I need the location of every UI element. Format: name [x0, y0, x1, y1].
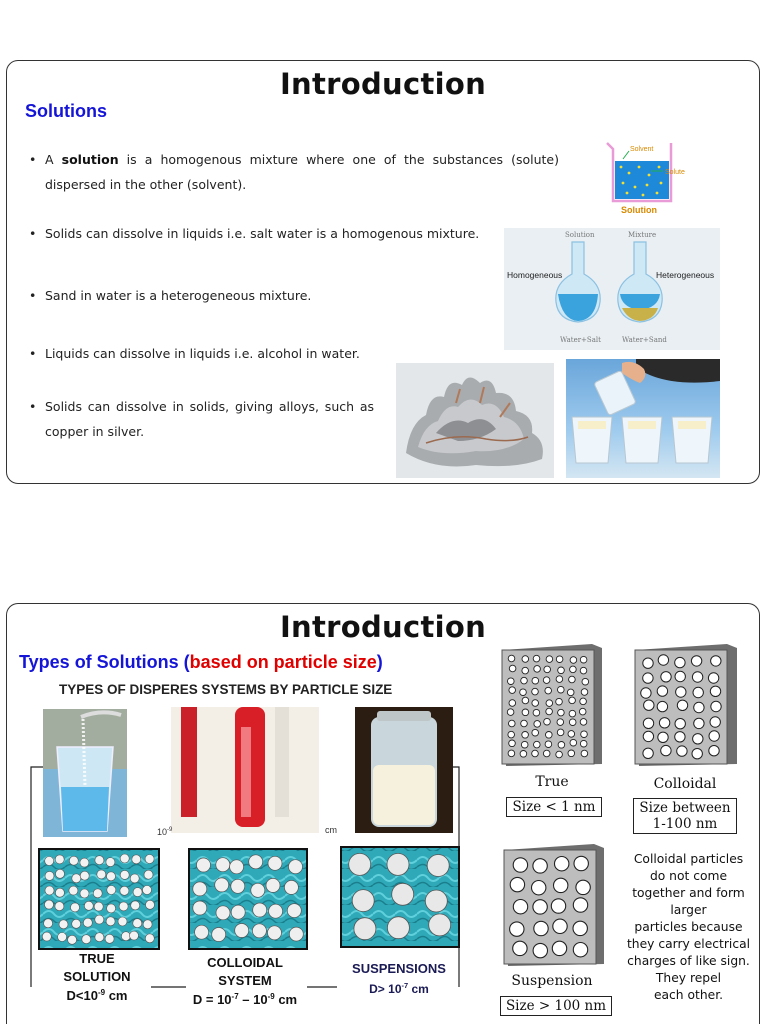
particle — [268, 856, 282, 870]
particle — [658, 732, 668, 742]
particle — [132, 855, 141, 864]
true-size-box: Size < 1 nm — [506, 797, 602, 817]
particle — [42, 932, 51, 941]
suspension-size-box: Size > 100 nm — [500, 996, 612, 1016]
particle — [95, 933, 104, 942]
particle — [193, 882, 207, 896]
particle — [555, 857, 569, 871]
particle — [570, 739, 577, 746]
particle — [509, 720, 516, 727]
particle — [546, 732, 553, 739]
particle — [235, 924, 249, 938]
particle — [554, 878, 568, 892]
particle — [574, 856, 588, 870]
particle — [569, 697, 576, 704]
scale-left-label: $10^{-9}$ — [157, 827, 173, 837]
particle — [643, 748, 653, 758]
particle — [643, 731, 653, 741]
particle — [543, 677, 550, 684]
particle — [352, 890, 374, 912]
particle — [534, 741, 541, 748]
particle — [387, 917, 409, 939]
particle — [133, 919, 142, 928]
suspension-caption: Suspension — [511, 973, 593, 989]
particle — [80, 889, 89, 898]
particle — [508, 678, 515, 685]
particle — [44, 919, 53, 928]
particle — [509, 700, 516, 707]
particle — [580, 656, 587, 663]
particle — [216, 858, 230, 872]
particle — [45, 900, 54, 909]
particle — [579, 708, 586, 715]
particle — [253, 903, 267, 917]
particle — [80, 858, 89, 867]
particle — [130, 931, 139, 940]
true-solution-box — [498, 640, 614, 825]
particle — [569, 719, 576, 726]
particle — [694, 718, 704, 728]
particle — [709, 746, 719, 756]
particle — [45, 857, 54, 866]
particle — [429, 914, 451, 936]
particle — [252, 924, 266, 938]
particle — [509, 740, 516, 747]
particle — [69, 886, 78, 895]
particle — [508, 655, 515, 662]
particle — [425, 890, 447, 912]
particle — [546, 700, 553, 707]
particle — [694, 702, 704, 712]
particle — [710, 717, 720, 727]
particle — [45, 871, 54, 880]
particle — [569, 710, 576, 717]
colloidal-particle-box — [629, 640, 741, 770]
beaker-solution-label: Solution — [621, 205, 657, 215]
particle — [510, 922, 524, 936]
particle — [675, 719, 685, 729]
particle — [533, 709, 540, 716]
particle — [427, 855, 449, 877]
particle — [677, 746, 687, 756]
note-line: Colloidal particles — [633, 852, 744, 866]
particle — [284, 880, 298, 894]
colloidal-caption: Colloidal — [653, 776, 717, 792]
particle — [691, 656, 701, 666]
particle — [573, 921, 587, 935]
flask-heterogeneous-label: Heterogeneous — [656, 270, 715, 280]
suspension-box — [498, 840, 614, 1020]
particle — [558, 742, 565, 749]
suspensions-size: $D> 10^{-7}$ cm — [369, 981, 429, 996]
particle — [216, 906, 230, 920]
colloidal-size-box — [633, 798, 737, 834]
particle — [551, 899, 565, 913]
particle — [106, 917, 115, 926]
particle — [121, 932, 130, 941]
particle — [197, 858, 211, 872]
particle — [532, 688, 539, 695]
particle — [708, 673, 718, 683]
particle — [84, 901, 93, 910]
true-solution-label-1: TRUE — [79, 951, 115, 966]
particle — [567, 689, 574, 696]
particle — [692, 749, 702, 759]
particle — [215, 878, 229, 892]
particle — [568, 731, 575, 738]
particle — [580, 667, 587, 674]
particle — [676, 687, 686, 697]
particle — [570, 657, 577, 664]
particle — [120, 854, 129, 863]
particle — [522, 697, 529, 704]
dispersed-systems-figure — [21, 707, 471, 1022]
colloidal-size-line2: 1-100 nm — [652, 816, 718, 832]
particle — [657, 701, 667, 711]
flask-solution-label: Solution — [565, 231, 595, 239]
heading-blue-part: Types of Solutions ( — [19, 652, 190, 672]
particle — [212, 928, 226, 942]
slide-title-2: Introduction — [279, 610, 487, 644]
flasks-comparison-image — [504, 228, 720, 350]
colloidal-box — [629, 640, 749, 835]
particle — [287, 904, 301, 918]
bullet-liquids-in-liquids: • Liquids can dissolve in liquids i.e. alcohol in water. — [29, 341, 559, 366]
particle — [522, 656, 529, 663]
slide-introduction-solutions — [6, 60, 760, 484]
particle — [532, 750, 539, 757]
heading-red-part: based on particle size — [189, 652, 377, 672]
particle — [544, 718, 551, 725]
particle — [576, 880, 590, 894]
particle — [556, 656, 563, 663]
particle — [107, 886, 116, 895]
particle — [643, 718, 653, 728]
particle — [55, 902, 64, 911]
particle — [82, 935, 91, 944]
colloidal-size-line1: Size between — [639, 800, 731, 816]
particle — [145, 855, 154, 864]
particle — [249, 855, 263, 869]
particle — [97, 870, 106, 879]
particle — [522, 667, 529, 674]
particle — [507, 709, 514, 716]
particle — [510, 877, 524, 891]
particle — [580, 698, 587, 705]
particle — [558, 709, 565, 716]
particle — [546, 708, 553, 715]
slide-types-of-solutions — [6, 603, 760, 1024]
particle — [58, 933, 67, 942]
particle — [392, 883, 414, 905]
particle — [143, 886, 152, 895]
section-heading-types — [19, 652, 383, 673]
particle — [144, 870, 153, 879]
particle — [552, 941, 566, 955]
particle — [557, 719, 564, 726]
particle — [711, 701, 721, 711]
particle — [107, 904, 116, 913]
particle — [131, 901, 140, 910]
particle — [56, 869, 65, 878]
particle — [231, 905, 245, 919]
particle — [641, 688, 651, 698]
suspensions-label: SUSPENSIONS — [352, 961, 446, 976]
particle — [521, 720, 528, 727]
flask-water-salt-label: Water+Salt — [560, 336, 601, 344]
particle — [266, 878, 280, 892]
silver-alloy-photo — [396, 363, 554, 478]
particle — [133, 888, 142, 897]
particle — [508, 731, 515, 738]
particle — [534, 666, 541, 673]
particle — [675, 732, 685, 742]
true-caption: True — [535, 774, 569, 790]
particle — [80, 871, 89, 880]
particle — [45, 886, 54, 895]
particle — [106, 858, 115, 867]
colloidal-particles-note — [621, 851, 756, 1004]
particle — [710, 686, 720, 696]
particle — [556, 676, 563, 683]
particle — [573, 943, 587, 957]
true-particle-box — [498, 640, 606, 770]
beaker-solute-label: Solute — [665, 169, 685, 176]
particle — [581, 731, 588, 738]
particle — [545, 741, 552, 748]
particle — [557, 729, 564, 736]
particle — [582, 678, 589, 685]
particle — [675, 671, 685, 681]
particle — [509, 665, 516, 672]
particle — [661, 672, 671, 682]
particle — [387, 853, 409, 875]
particle — [145, 934, 154, 943]
particle — [130, 874, 139, 883]
particle — [658, 655, 668, 665]
particle — [118, 917, 127, 926]
particle — [693, 687, 703, 697]
particle — [677, 700, 687, 710]
particle — [354, 918, 376, 940]
particle — [55, 888, 64, 897]
particle — [533, 900, 547, 914]
section-heading: Solutions — [25, 101, 107, 121]
particle — [509, 687, 516, 694]
particle — [643, 658, 653, 668]
particle — [71, 903, 80, 912]
colloidal-size: $D = 10^{-7} - 10^{-9}$ cm — [192, 992, 298, 1007]
particle — [581, 750, 588, 757]
particle — [349, 853, 371, 875]
particle — [661, 745, 671, 755]
particle — [72, 919, 81, 928]
particle — [558, 667, 565, 674]
particle — [532, 677, 539, 684]
bullet-solids-in-solids: • Solids can dissolve in solids, giving alloys, such as copper in silver. — [29, 394, 374, 444]
particle — [120, 886, 129, 895]
slide-title: Introduction — [279, 67, 487, 101]
particle — [251, 883, 265, 897]
particle — [545, 687, 552, 694]
particle — [532, 881, 546, 895]
flask-water-sand-label: Water+Sand — [622, 336, 667, 344]
particle — [522, 709, 529, 716]
particle — [533, 655, 540, 662]
particle — [520, 751, 527, 758]
particle — [193, 901, 207, 915]
particle — [569, 676, 576, 683]
particle — [55, 855, 64, 864]
particle — [553, 919, 567, 933]
particle — [546, 656, 553, 663]
particle — [644, 700, 654, 710]
particle — [711, 656, 721, 666]
particle — [69, 856, 78, 865]
colloidal-label-2: SYSTEM — [218, 973, 272, 988]
true-solution-label-2: SOLUTION — [63, 969, 131, 984]
particle — [659, 718, 669, 728]
note-line: particles because — [634, 920, 743, 934]
particle — [59, 920, 68, 929]
particle — [675, 657, 685, 667]
particle — [543, 750, 550, 757]
particle — [520, 689, 527, 696]
particle — [230, 860, 244, 874]
note-line: they carry electrical — [626, 937, 751, 951]
particle — [521, 677, 528, 684]
glasses-pouring-photo — [566, 359, 720, 478]
particle — [581, 689, 588, 696]
particle — [513, 900, 527, 914]
particle — [522, 732, 529, 739]
particle — [513, 858, 527, 872]
particle — [532, 700, 539, 707]
particle — [558, 686, 565, 693]
note-line: do not come — [649, 869, 728, 883]
particle — [508, 750, 515, 757]
particle — [570, 666, 577, 673]
particle — [533, 859, 547, 873]
particle — [269, 904, 283, 918]
particle — [657, 686, 667, 696]
particle — [268, 926, 282, 940]
particle — [556, 698, 563, 705]
particle — [95, 915, 104, 924]
particle — [534, 921, 548, 935]
beaker-solvent-label: Solvent — [630, 146, 654, 153]
colloidal-label-1: COLLOIDAL — [207, 955, 283, 970]
note-line: They repel — [655, 971, 722, 985]
note-line: charges of like sign. — [627, 954, 750, 968]
bullet-sand-in-water: • Sand in water is a heterogeneous mixture. — [29, 283, 559, 308]
particle — [231, 879, 245, 893]
suspension-particle-box — [498, 840, 606, 970]
particle — [289, 927, 303, 941]
particle — [580, 740, 587, 747]
dispersed-systems-subtitle: TYPES OF DISPERES SYSTEMS BY PARTICLE SIZE — [59, 682, 393, 697]
scale-right-label: cm — [325, 825, 337, 835]
heading-close-paren: ) — [376, 652, 383, 672]
particle — [573, 898, 587, 912]
particle — [68, 935, 77, 944]
particle — [289, 860, 303, 874]
particle — [521, 741, 528, 748]
bullet-solids-in-liquids: • Solids can dissolve in liquids i.e. salt water is a homogenous mixture. — [29, 221, 559, 246]
particle — [693, 734, 703, 744]
particle — [532, 729, 539, 736]
note-line: together and form — [632, 886, 745, 900]
beaker-illustration — [599, 137, 689, 217]
particle — [93, 889, 102, 898]
particle — [195, 925, 209, 939]
note-line: larger — [670, 903, 707, 917]
particle — [94, 902, 103, 911]
true-solution-size: $D<10^{-9}$ cm — [66, 988, 128, 1003]
particle — [95, 856, 104, 865]
particle — [533, 943, 547, 957]
particle — [146, 900, 155, 909]
particle — [643, 673, 653, 683]
particle — [544, 666, 551, 673]
flask-mixture-label: Mixture — [628, 231, 657, 239]
particle — [72, 874, 81, 883]
particle — [107, 872, 116, 881]
particle — [83, 918, 92, 927]
particle — [105, 934, 114, 943]
particle — [534, 721, 541, 728]
particle — [709, 731, 719, 741]
particle — [580, 719, 587, 726]
bullet-solution-definition: • A solution is a homogenous mixture where one of the substances (solute) dispersed in the other (solvent). — [29, 147, 559, 197]
particle — [692, 672, 702, 682]
suspension-particles — [349, 853, 451, 939]
particle — [120, 870, 129, 879]
note-line: each other. — [653, 988, 724, 1002]
particle — [556, 751, 563, 758]
particle — [513, 941, 527, 955]
particle — [568, 750, 575, 757]
particle — [119, 902, 128, 911]
particle — [143, 920, 152, 929]
flask-homogeneous-label: Homogeneous — [507, 270, 563, 280]
